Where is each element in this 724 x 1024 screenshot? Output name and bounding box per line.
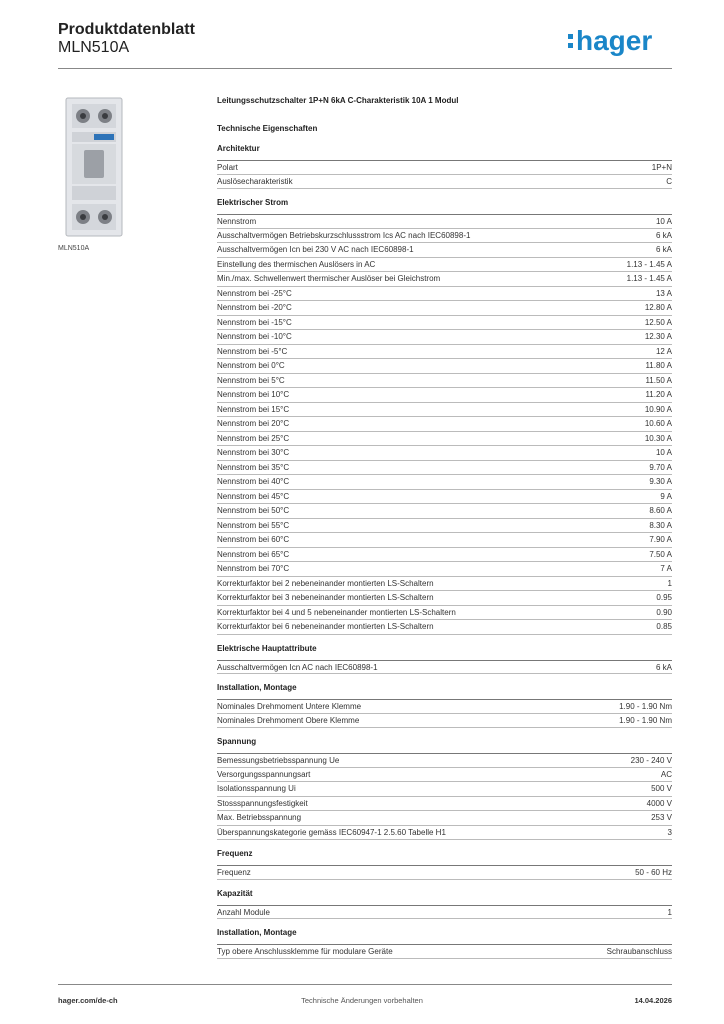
- spec-row: [217, 403, 672, 418]
- page-title: Produktdatenblatt: [58, 21, 195, 38]
- spec-row: [217, 797, 672, 812]
- spec-value: Schraubanschluss: [606, 947, 672, 956]
- spec-row: [217, 374, 672, 389]
- spec-label: Nennstrom: [217, 217, 257, 226]
- spec-label: Ausschaltvermögen Icn bei 230 V AC nach IEC60898-1: [217, 245, 414, 254]
- spec-value: 12 A: [655, 346, 672, 356]
- spec-value: 11.20 A: [645, 390, 672, 399]
- spec-label: Frequenz: [217, 868, 251, 877]
- spec-row: [217, 533, 672, 548]
- spec-label: Max. Betriebsspannung: [217, 813, 302, 822]
- spec-label: Stossspannungsfestigkeit: [217, 798, 308, 808]
- spec-label: Ausschaltvermögen Betriebskurzschlussstrom Ics AC nach IEC60898-1: [217, 230, 471, 240]
- spec-label: Nennstrom bei 20°C: [217, 419, 290, 428]
- image-caption: MLN510A: [58, 245, 90, 252]
- section-heading: Elektrischer Strom: [217, 198, 289, 207]
- spec-value: 230 - 240 V: [630, 756, 672, 765]
- spec-label: Nominales Drehmoment Untere Klemme: [217, 702, 362, 711]
- spec-row: [217, 577, 672, 592]
- spec-label: Nennstrom bei 55°C: [217, 520, 290, 530]
- product-description: Leitungsschutzschalter 1P+N 6kA C-Charakteristik 10A 1 Modul: [217, 96, 459, 105]
- spec-value: 6 kA: [655, 662, 672, 672]
- header-divider: [58, 68, 672, 69]
- spec-value: 10.60 A: [644, 419, 672, 428]
- spec-content: [217, 92, 672, 962]
- spec-label: Nennstrom bei -15°C: [217, 317, 292, 327]
- spec-value: 9.30 A: [649, 477, 672, 486]
- spec-value: 0.95: [656, 593, 672, 602]
- spec-row: [217, 258, 672, 273]
- spec-label: Nennstrom bei -25°C: [217, 288, 292, 298]
- spec-value: 12.50 A: [644, 317, 672, 327]
- section-heading: Architektur: [217, 144, 260, 153]
- spec-row: [217, 388, 672, 403]
- spec-label: Nennstrom bei 45°C: [217, 491, 290, 501]
- spec-row: [217, 461, 672, 476]
- spec-label: Bemessungsbetriebsspannung Ue: [217, 756, 340, 765]
- spec-label: Korrekturfaktor bei 6 nebeneinander montierten LS-Schaltern: [217, 622, 434, 631]
- section-heading: Frequenz: [217, 849, 253, 858]
- spec-value: 8.60 A: [649, 506, 672, 515]
- spec-row: [217, 905, 672, 920]
- spec-row: [217, 753, 672, 768]
- spec-row: [217, 446, 672, 461]
- spec-label: Nennstrom bei -10°C: [217, 332, 292, 341]
- spec-value: 1.13 - 1.45 A: [626, 274, 672, 283]
- section-heading: Installation, Montage: [217, 683, 297, 692]
- spec-row: [217, 620, 672, 635]
- spec-label: Typ obere Anschlussklemme für modulare Geräte: [217, 947, 393, 956]
- spec-value: 0.90: [656, 607, 672, 617]
- spec-value: 10.30 A: [644, 433, 672, 443]
- spec-value: 10.90 A: [644, 404, 672, 414]
- hager-logo: [566, 24, 676, 58]
- spec-value: 1: [667, 907, 672, 917]
- spec-value: 50 - 60 Hz: [635, 868, 672, 877]
- spec-label: Nennstrom bei 65°C: [217, 549, 290, 559]
- spec-value: C: [666, 176, 672, 186]
- spec-label: Anzahl Module: [217, 907, 270, 917]
- spec-label: Nennstrom bei -5°C: [217, 346, 288, 356]
- product-code: MLN510A: [58, 39, 130, 56]
- spec-value: 12.80 A: [644, 303, 672, 312]
- spec-value: 10 A: [655, 448, 672, 457]
- spec-label: Nominales Drehmoment Obere Klemme: [217, 715, 360, 725]
- spec-label: Überspannungskategorie gemäss IEC60947-1 2.5.60 Tabelle H1: [217, 827, 446, 837]
- spec-row: [217, 782, 672, 797]
- spec-label: Nennstrom bei 15°C: [217, 404, 290, 414]
- spec-label: Nennstrom bei 25°C: [217, 433, 290, 443]
- spec-value: AC: [660, 769, 672, 779]
- spec-label: Nennstrom bei 70°C: [217, 564, 290, 573]
- spec-value: 12.30 A: [644, 332, 672, 341]
- spec-label: Nennstrom bei 50°C: [217, 506, 290, 515]
- spec-value: 0.85: [656, 622, 672, 631]
- spec-value: 1.90 - 1.90 Nm: [619, 702, 672, 711]
- spec-row: [217, 243, 672, 258]
- section-heading: Spannung: [217, 737, 257, 746]
- spec-row: [217, 301, 672, 316]
- spec-value: 9.70 A: [649, 462, 672, 472]
- spec-value: 6 kA: [655, 230, 672, 240]
- spec-value: 11.50 A: [645, 375, 672, 385]
- spec-value: 1P+N: [651, 163, 672, 172]
- spec-value: 13 A: [655, 288, 672, 298]
- spec-row: [217, 548, 672, 563]
- spec-value: 253 V: [651, 813, 672, 822]
- spec-row: [217, 175, 672, 190]
- section-heading: Installation, Montage: [217, 928, 297, 937]
- properties-heading: Technische Eigenschaften: [217, 124, 318, 133]
- spec-label: Nennstrom bei 0°C: [217, 361, 285, 370]
- spec-label: Korrekturfaktor bei 2 nebeneinander montierten LS-Schaltern: [217, 578, 434, 588]
- spec-value: 7.50 A: [649, 549, 672, 559]
- spec-row: [217, 811, 672, 826]
- spec-value: 1: [667, 578, 672, 588]
- footer-note: Technische Änderungen vorbehalten: [301, 996, 423, 1005]
- spec-value: 11.80 A: [645, 361, 672, 370]
- spec-row: [217, 606, 672, 621]
- spec-row: [217, 330, 672, 345]
- spec-row: [217, 944, 672, 959]
- spec-row: [217, 660, 672, 675]
- spec-label: Nennstrom bei 30°C: [217, 448, 290, 457]
- spec-row: [217, 229, 672, 244]
- spec-value: 6 kA: [655, 245, 672, 254]
- footer-date: 14.04.2026: [634, 996, 672, 1005]
- spec-row: [217, 699, 672, 714]
- spec-row: [217, 417, 672, 432]
- spec-value: 3: [667, 827, 672, 837]
- spec-label: Nennstrom bei 5°C: [217, 375, 285, 385]
- spec-value: 7.90 A: [649, 535, 672, 544]
- logo-text: hager: [576, 25, 653, 56]
- spec-label: Nennstrom bei 60°C: [217, 535, 290, 544]
- spec-row: [217, 591, 672, 606]
- spec-row: [217, 826, 672, 841]
- spec-label: Nennstrom bei 35°C: [217, 462, 290, 472]
- spec-value: 8.30 A: [649, 520, 672, 530]
- spec-value: 9 A: [660, 491, 672, 501]
- section-heading: Elektrische Hauptattribute: [217, 643, 317, 653]
- spec-label: Nennstrom bei -20°C: [217, 303, 292, 312]
- spec-value: 4000 V: [646, 798, 672, 808]
- section-heading: Kapazität: [217, 888, 253, 898]
- spec-label: Auslösecharakteristik: [217, 176, 293, 186]
- spec-value: 10 A: [655, 217, 672, 226]
- spec-label: Einstellung des thermischen Auslösers in AC: [217, 259, 376, 269]
- spec-row: [217, 562, 672, 577]
- spec-label: Ausschaltvermögen Icn AC nach IEC60898-1: [217, 662, 378, 672]
- spec-value: 1.13 - 1.45 A: [626, 259, 672, 269]
- spec-row: [217, 359, 672, 374]
- spec-row: [217, 287, 672, 302]
- spec-row: [217, 475, 672, 490]
- spec-row: [217, 504, 672, 519]
- spec-label: Korrekturfaktor bei 4 und 5 nebeneinander montierten LS-Schaltern: [217, 607, 456, 617]
- spec-row: [217, 345, 672, 360]
- spec-row: [217, 490, 672, 505]
- spec-row: [217, 865, 672, 880]
- spec-label: Nennstrom bei 10°C: [217, 390, 290, 399]
- footer-url[interactable]: hager.com/de-ch: [58, 996, 118, 1005]
- spec-row: [217, 316, 672, 331]
- product-image: [58, 96, 130, 238]
- spec-row: [217, 714, 672, 729]
- spec-row: [217, 214, 672, 229]
- spec-row: [217, 272, 672, 287]
- spec-value: 7 A: [660, 564, 672, 573]
- spec-label: Nennstrom bei 40°C: [217, 477, 290, 486]
- spec-row: [217, 519, 672, 534]
- spec-value: 1.90 - 1.90 Nm: [619, 715, 672, 725]
- spec-label: Min./max. Schwellenwert thermischer Auslöser bei Gleichstrom: [217, 274, 441, 283]
- spec-row: [217, 768, 672, 783]
- spec-label: Isolationsspannung Ui: [217, 784, 296, 793]
- spec-label: Korrekturfaktor bei 3 nebeneinander montierten LS-Schaltern: [217, 593, 434, 602]
- spec-label: Polart: [217, 163, 238, 172]
- spec-row: [217, 432, 672, 447]
- spec-value: 500 V: [651, 784, 672, 793]
- spec-row: [217, 160, 672, 175]
- spec-label: Versorgungsspannungsart: [217, 769, 311, 779]
- footer-divider: [58, 984, 672, 985]
